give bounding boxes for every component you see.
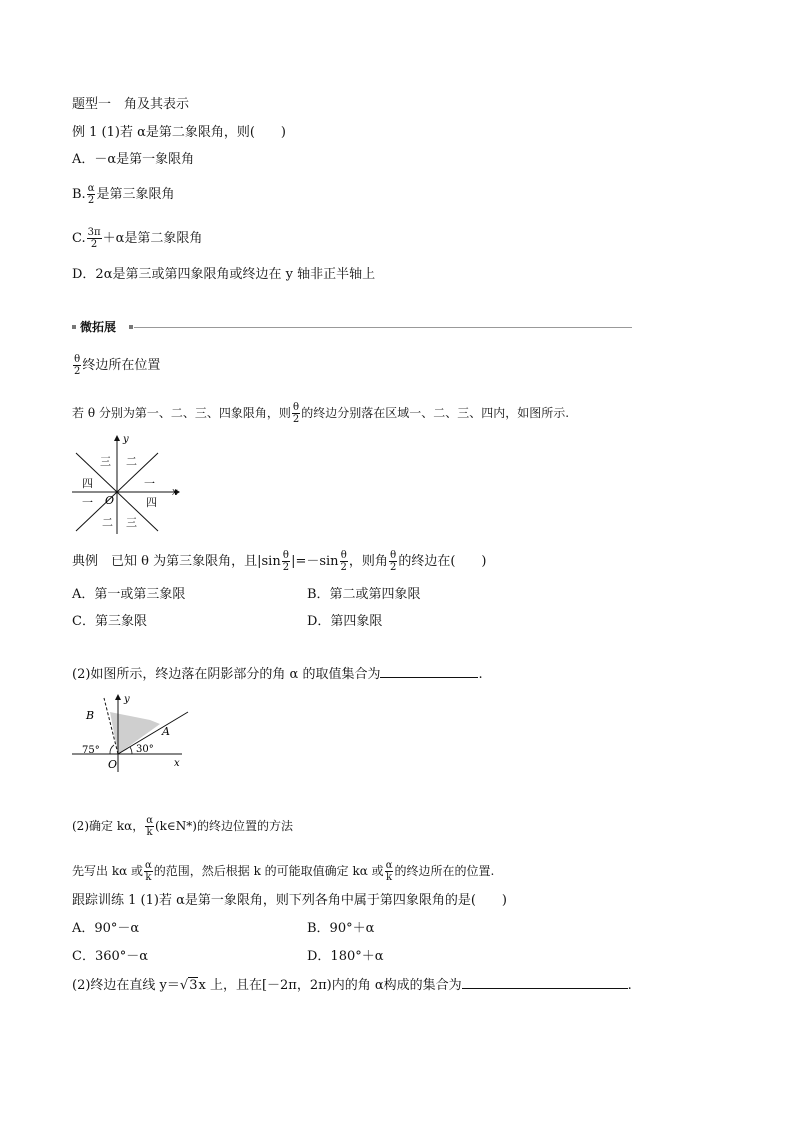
tracking-stem: 跟踪训练 1 (1)若 α是第一象限角，则下列各角中属于第四象限角的是( ) (72, 893, 508, 908)
y-label: y (124, 694, 130, 705)
angle-30-label: 30° (136, 744, 154, 755)
example1-option-d: D．2α是第三或第四象限角或终边在 y 轴非正半轴上 (72, 267, 376, 282)
tracking-option-d: D．180°＋α (307, 949, 384, 964)
fraction-3pi-over-2: $\frac{3\pi}{2}$ (87, 227, 101, 250)
example1-option-c (72, 227, 202, 250)
typical-option-c: C．第三象限 (72, 614, 147, 629)
answer-blank[interactable] (380, 665, 478, 678)
origin-label: O (105, 494, 115, 507)
extension-divider (134, 327, 632, 328)
option-c-text: ＋α是第二象限角 (102, 231, 203, 246)
origin-label: O (108, 758, 118, 771)
y-axis-arrow-icon (114, 435, 120, 441)
typical-option-d: D．第四象限 (307, 614, 383, 629)
option-b-text: 是第三象限角 (96, 187, 175, 202)
region-label: 二 (102, 516, 113, 529)
shaded-angle-diagram (70, 692, 190, 774)
region-label: 三 (100, 455, 111, 468)
option-c-prefix: C. (72, 231, 86, 246)
x-label: x (174, 758, 180, 769)
angle-arc-75 (110, 745, 114, 754)
extension-subtitle: $\frac{\theta}{2}$ 终边所在位置 (74, 354, 161, 377)
section-title: 题型一 角及其表示 (72, 97, 190, 112)
sqrt-symbol: √ (179, 978, 189, 993)
example1-stem: 例 1 (1)若 α是第二象限角，则( ) (72, 125, 287, 140)
method-title: (2)确定 kα， $\frac{\alpha}{k}$ (k∈N*)的终边位置的方法 (72, 815, 293, 838)
extension-header: 微拓展 (72, 318, 116, 336)
tracking-option-c: C．360°－α (72, 949, 149, 964)
tracking-option-b: B．90°＋α (307, 921, 375, 936)
example1-option-a: A．－α是第一象限角 (72, 152, 195, 167)
typical-option-b: B．第二或第四象限 (307, 587, 421, 602)
fraction-alpha-over-2: $\frac{\alpha}{2}$ (87, 183, 95, 206)
half-angle-diagram (72, 430, 182, 535)
typical-option-a: A．第一或第三象限 (72, 587, 186, 602)
typical-example-stem: 典例 已知 θ 为第三象限角，且|sin $\frac{\theta}{2}$ |=－sin $\frac{\theta}{2}$ ，则角 $\frac{\theta}{2}$ 的终边在( ) (72, 550, 487, 573)
answer-blank[interactable] (462, 976, 628, 989)
tracking-q2: (2)终边在直线 y＝√3x 上，且在[－2π，2π)内的角 α构成的集合为 . (72, 978, 632, 993)
angle-75-label: 75° (82, 745, 100, 756)
point-a-label: A (162, 725, 170, 738)
extension-description: 若 θ 分别为第一、二、三、四象限角，则 $\frac{\theta}{2}$ 的终边分别落在区域一、二、三、四内，如图所示. (72, 402, 570, 425)
angle-arc-30 (130, 747, 132, 754)
option-b-prefix: B. (72, 187, 86, 202)
y-axis-arrow-icon (115, 694, 121, 700)
region-label: 二 (126, 455, 137, 468)
x-label: x (172, 487, 178, 498)
region-label: 一 (144, 477, 155, 490)
region-label: 一 (82, 496, 93, 509)
method-description: 先写出 kα 或 $\frac{\alpha}{k}$ 的范围，然后根据 k 的可能取值确定 kα 或 $\frac{\alpha}{k}$ 的终边所在的位置. (72, 860, 495, 883)
tracking-option-a: A．90°－α (72, 921, 140, 936)
region-label: 三 (126, 516, 137, 529)
region-label: 四 (82, 477, 93, 490)
bullet-square-icon (72, 325, 76, 329)
ruler-end-square-icon (129, 325, 133, 329)
region-label: 四 (146, 496, 157, 509)
point-b-label: B (86, 709, 95, 722)
example1-option-b (72, 183, 174, 206)
y-label: y (123, 434, 129, 445)
sqrt-radicand: 3 (189, 978, 198, 993)
part2-stem: (2)如图所示，终边落在阴影部分的角 α 的取值集合为 . (72, 667, 483, 682)
